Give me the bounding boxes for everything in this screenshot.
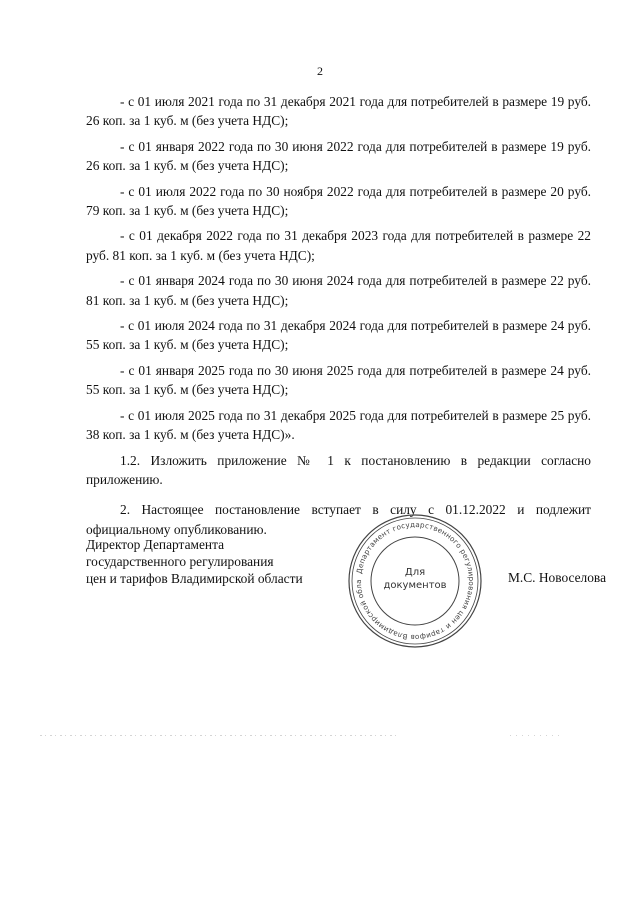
- tariff-item-8: - с 01 июля 2025 года по 31 декабря 2025 года для потребителей в размере 25 руб. 38 коп. за 1 куб. м (без учета НДС)».: [86, 407, 591, 443]
- signatory-title: [86, 536, 303, 587]
- stamp-center-line-2: документов: [383, 580, 447, 591]
- signatory-title-line-1: Директор Департамента: [86, 537, 225, 552]
- tariff-item-1: - с 01 июля 2021 года по 31 декабря 2021 года для потребителей в размере 19 руб. 26 коп. за 1 куб. м (без учета НДС);: [86, 94, 591, 129]
- tariff-item-5: - с 01 января 2024 года по 30 июня 2024 года для потребителей в размере 22 руб. 81 коп. за 1 куб. м (без учета НДС);: [86, 273, 591, 308]
- stamp-ring-text: Департамент государственного регулирования цен и тарифов Владимирской обла: [353, 519, 477, 643]
- tariff-item-3: - с 01 июля 2022 года по 30 ноября 2022 года для потребителей в размере 20 руб. 79 коп. за 1 куб. м (без учета НДС);: [86, 183, 591, 219]
- scan-noise-line: [40, 734, 560, 737]
- tariff-item-7: - с 01 января 2025 года по 30 июня 2025 года для потребителей в размере 24 руб. 55 коп. за 1 куб. м (без учета НДС);: [86, 362, 591, 398]
- tariff-item-2: - с 01 января 2022 года по 30 июня 2022 года для потребителей в размере 19 руб. 26 коп. за 1 куб. м (без учета НДС);: [86, 138, 591, 174]
- page-number: 2: [317, 64, 323, 78]
- official-stamp: [346, 512, 484, 650]
- stamp-center-line-1: Для: [404, 567, 426, 578]
- clause-1-2: 1.2. Изложить приложение № 1 к постановлению в редакции согласно приложению.: [86, 452, 591, 487]
- tariff-item-4: - с 01 декабря 2022 года по 31 декабря 2023 года для потребителей в размере 22 руб. 81 коп. за 1 куб. м (без учета НДС);: [86, 228, 591, 263]
- document-body: [86, 92, 591, 539]
- stamp-center-text: [346, 566, 484, 592]
- signatory-title-line-2: государственного регулирования: [86, 554, 274, 569]
- signer-name: М.С. Новоселова: [508, 570, 607, 585]
- tariff-item-6: - с 01 июля 2024 года по 31 декабря 2024 года для потребителей в размере 24 руб. 55 коп. за 1 куб. м (без учета НДС);: [86, 318, 591, 353]
- signatory-title-line-3: цен и тарифов Владимирской области: [86, 571, 303, 586]
- clause-2: 2. Настоящее постановление вступает в силу с 01.12.2022 и подлежит официальному опубликованию.: [86, 502, 591, 537]
